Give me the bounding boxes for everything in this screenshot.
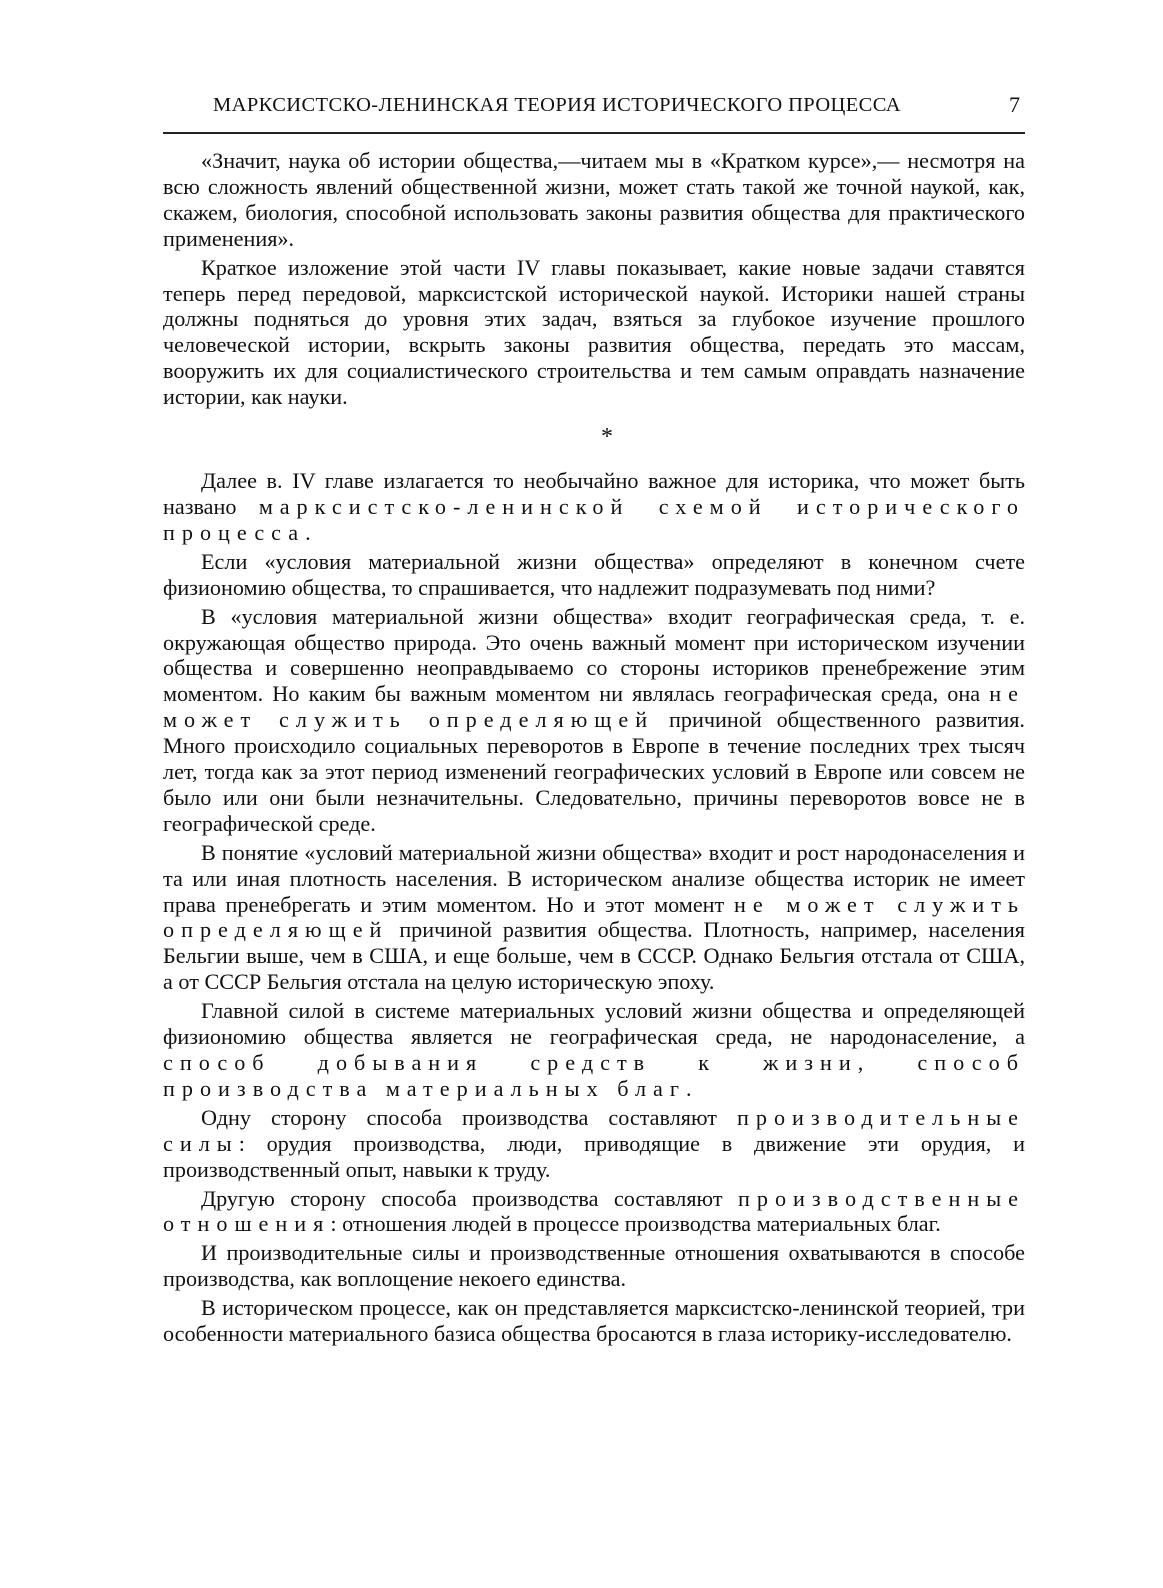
text-run: Одну сторону способа производства составляют bbox=[201, 1104, 737, 1130]
paragraph bbox=[163, 998, 1025, 1102]
text-run: причиной развития общества. Плотность, например, населения Бельгии выше, чем в США, и еще больше, чем в СССР. Однако Бельгия отстала от США, а от СССР Бельгия отстала на целую историческую эпоху. bbox=[163, 917, 1025, 995]
running-title: МАРКСИСТСКО-ЛЕНИНСКАЯ ТЕОРИЯ ИСТОРИЧЕСКОГО ПРОЦЕССА bbox=[213, 94, 901, 116]
text-run: В «условия материальной жизни общества» входит географическая среда, т. е. окружающая общество природа. Это очень важный момент при историческом изучении общества и совершенно неоправдываемо со стороны историков пренебрежение этим моментом. Но каким бы важным моментом ни являлась географическая среда, она bbox=[163, 603, 1025, 707]
paragraph bbox=[163, 1105, 1025, 1183]
section-separator: * bbox=[601, 424, 613, 451]
paragraph bbox=[163, 1186, 1025, 1238]
paragraph: Краткое изложение этой части IV главы показывает, какие новые задачи ставятся теперь перед передовой, марксистской исторической наукой. Историки нашей страны должны подняться до уровня этих задач, взяться за глубокое изучение прошлого человеческой истории, вскрыть законы развития общества, передать это массам, вооружить их для социалистического строительства и тем самым оправдать назначение истории, как науки. bbox=[163, 254, 1025, 410]
paragraph: В историческом процессе, как он представляется марксистско-ленинской теорией, три особенности материального базиса общества бросаются в глаза историку-исследователю. bbox=[163, 1295, 1025, 1347]
text-run: причиной общественного развития. Много происходило социальных переворотов в Европе в течение последних трех тысяч лет, тогда как за этот период изменений географических условий в Европе или совсем не было или они были незначительны. Следовательно, причины переворотов вовсе не в географической среде. bbox=[163, 707, 1025, 836]
paragraph bbox=[163, 604, 1025, 837]
paragraph bbox=[163, 468, 1025, 546]
text-run: Другую сторону способа производства составляют bbox=[201, 1185, 738, 1211]
spaced-emphasis: не может служить определяющей bbox=[163, 891, 1026, 943]
text-run: . bbox=[305, 519, 311, 545]
paragraph: «Значит, наука об истории общества,—читаем мы в «Кратком курсе»,— несмотря на всю сложность явлений общественной жизни, может стать такой же точной наукой, как, скажем, биология, способной использовать законы развития общества для практического применения». bbox=[163, 148, 1025, 251]
page-number: 7 bbox=[1009, 92, 1020, 117]
spaced-emphasis: марксистско-ленинской схемой исторического процесса bbox=[163, 493, 1025, 545]
text-run: : отношения людей в процессе производства материальных благ. bbox=[330, 1211, 941, 1237]
text-run: . bbox=[685, 1075, 692, 1101]
paragraph bbox=[163, 840, 1025, 995]
spaced-emphasis: производительные силы bbox=[163, 1104, 1025, 1156]
paragraph: Если «условия материальной жизни общества» определяют в конечном счете физиономию общества, то спрашивается, что надлежит подразумевать под ними? bbox=[163, 548, 1025, 600]
text-run: Главной силой в системе материальных условий жизни общества и определяющей физиономию общества является не географическая среда, не народонаселение, а bbox=[163, 998, 1025, 1050]
text-run: : орудия производства, люди, приводящие в движение эти орудия, и производственный опыт, навыки к труду. bbox=[163, 1130, 1025, 1182]
running-header bbox=[163, 92, 1025, 134]
spaced-emphasis: производственные отношения bbox=[163, 1185, 1025, 1237]
paragraph: И производительные силы и производственные отношения охватываются в способе производства, как воплощение некоего единства. bbox=[163, 1240, 1025, 1292]
spaced-emphasis: не может служить определяющей bbox=[163, 681, 1025, 733]
text-run: В понятие «условий материальной жизни общества» входит и рост народонаселения и та или иная плотность населения. В историческом анализе общества историк не имеет права пренебрегать и этим моментом. Но и этот момент bbox=[163, 839, 1025, 917]
spaced-emphasis: способ добывания средств к жизни, способ производства материальных благ bbox=[163, 1050, 1025, 1101]
text-run: Далее в. IV главе излагается то необычайно важное для историка, что может быть названо bbox=[163, 468, 1025, 519]
body-text bbox=[163, 148, 1025, 1347]
